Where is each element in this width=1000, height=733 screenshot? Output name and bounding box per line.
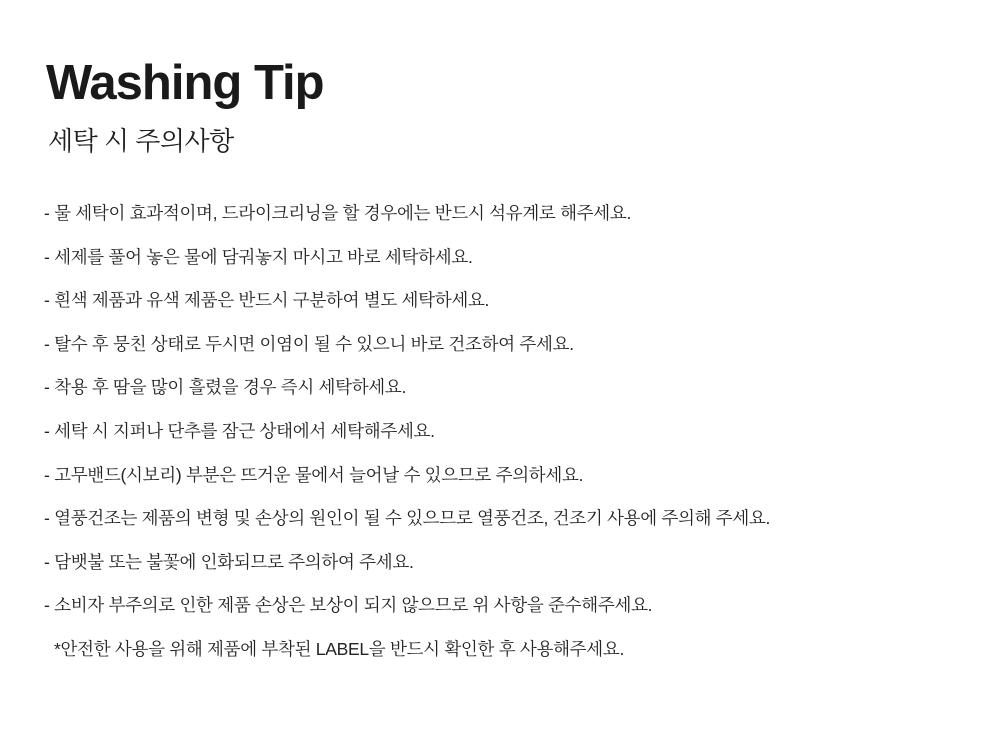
washing-tip-item: - 고무밴드(시보리) 부분은 뜨거운 물에서 늘어날 수 있으므로 주의하세요. xyxy=(44,464,584,485)
page-title: Washing Tip xyxy=(46,56,324,110)
washing-tip-item: - 물 세탁이 효과적이며, 드라이크리닝을 할 경우에는 반드시 석유계로 해주세요. xyxy=(44,203,632,223)
washing-tip-item: - 세탁 시 지퍼나 단추를 잠근 상태에서 세탁해주세요. xyxy=(44,420,435,441)
washing-tip-item: - 탈수 후 뭉친 상태로 두시면 이염이 될 수 있으니 바로 건조하여 주세요. xyxy=(44,333,574,354)
safety-note: *안전한 사용을 위해 제품에 부착된 LABEL을 반드시 확인한 후 사용해주세요. xyxy=(54,638,625,659)
washing-tip-item: - 소비자 부주의로 인한 제품 손상은 보상이 되지 않으므로 위 사항을 준수해주세요. xyxy=(44,595,653,616)
washing-tip-list xyxy=(44,202,980,682)
page-subtitle: 세탁 시 주의사항 xyxy=(48,126,234,156)
washing-tip-item: - 착용 후 땀을 많이 흘렸을 경우 즉시 세탁하세요. xyxy=(44,377,407,398)
washing-tip-item: - 담뱃불 또는 불꽃에 인화되므로 주의하여 주세요. xyxy=(44,551,414,572)
washing-tip-item: - 세제를 풀어 놓은 물에 담궈놓지 마시고 바로 세탁하세요. xyxy=(44,246,473,267)
washing-tip-item: - 흰색 제품과 유색 제품은 반드시 구분하여 별도 세탁하세요. xyxy=(44,290,490,311)
washing-tip-item: - 열풍건조는 제품의 변형 및 손상의 원인이 될 수 있으므로 열풍건조, 건조기 사용에 주의해 주세요. xyxy=(44,508,771,529)
